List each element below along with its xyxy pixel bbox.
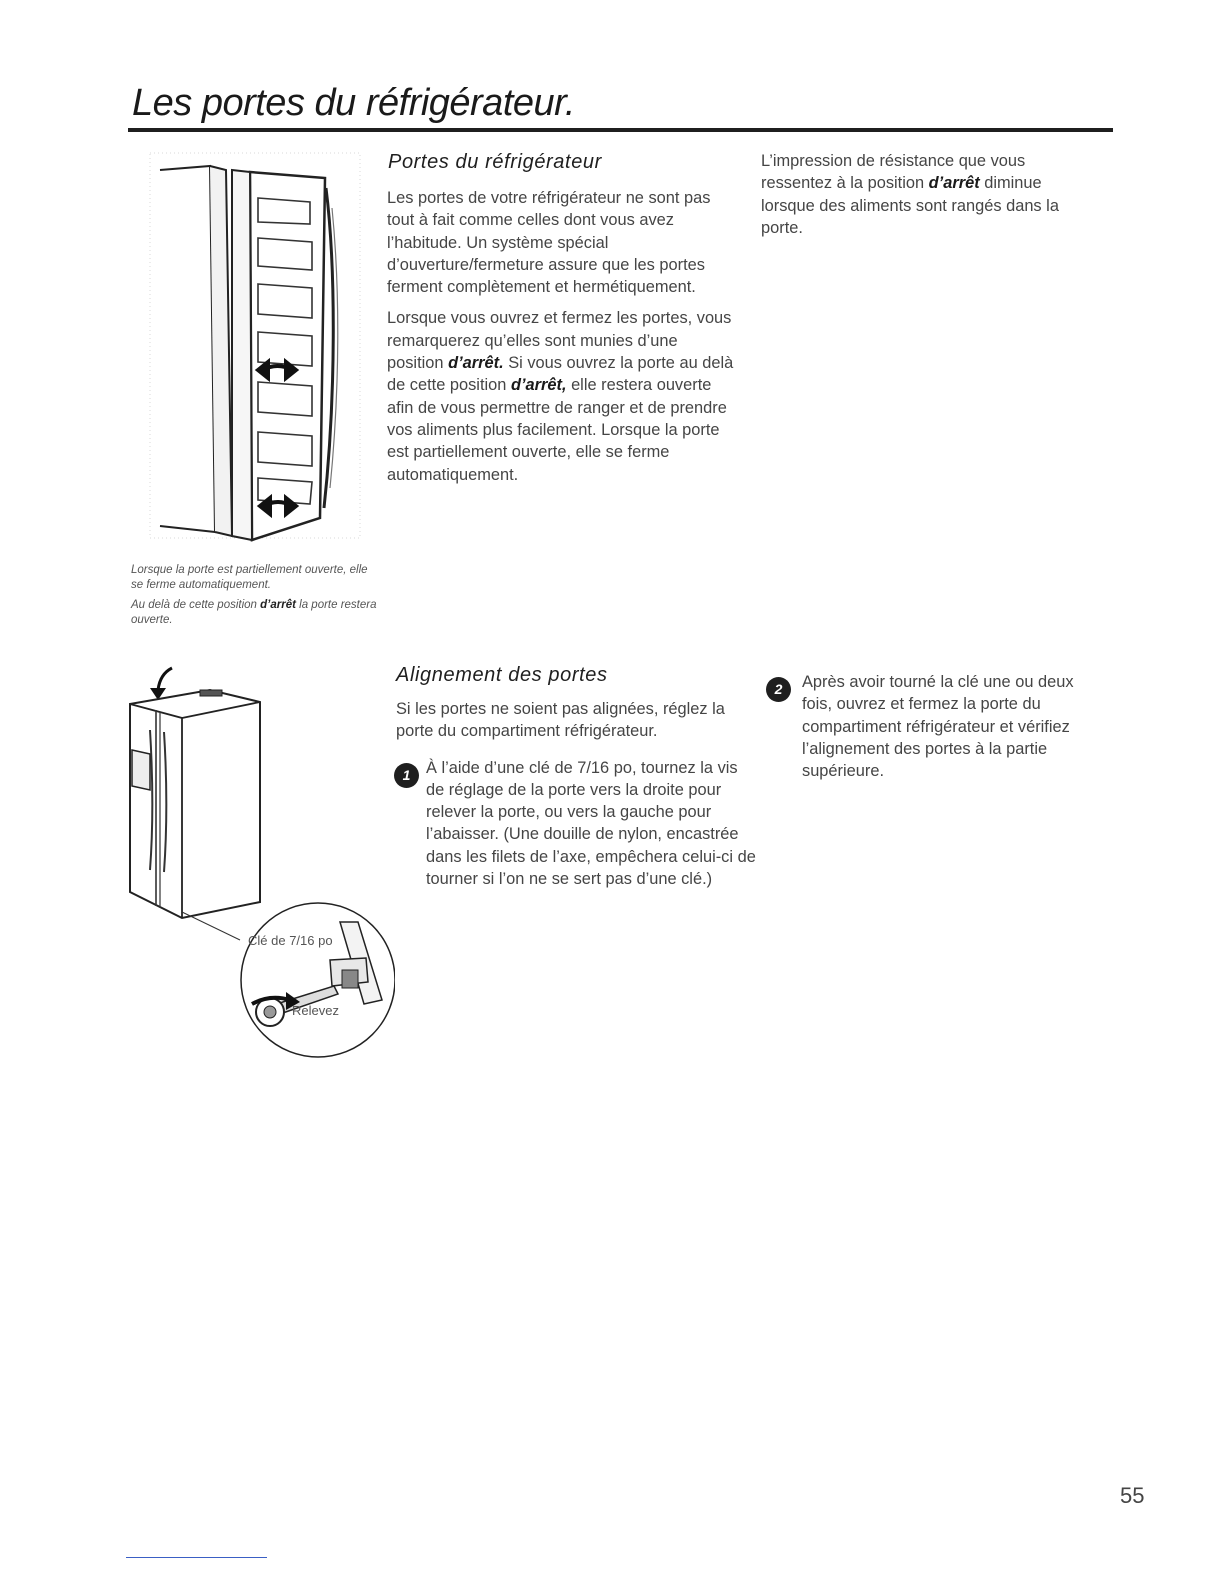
door-captions bbox=[131, 563, 381, 633]
footer-rule bbox=[126, 1557, 267, 1558]
caption-stop-position: Au delà de cette position d’arrêt la porte restera ouverte. bbox=[131, 599, 377, 626]
alignment-intro: Si les portes ne soient pas alignées, réglez la porte du compartiment réfrigérateur. bbox=[396, 700, 725, 741]
doors-para-3: L’impression de résistance que vous ressentez à la position d’arrêt diminue lorsque des aliments sont rangés dans la porte. bbox=[761, 152, 1059, 237]
alignment-step-2 bbox=[766, 671, 1096, 782]
doors-para-1: Les portes de votre réfrigérateur ne sont pas tout à fait comme celles dont vous avez l’habitude. Un système spécial d’ouverture/fermeture assure que les portes ferment complètement et hermétiquement. bbox=[387, 189, 711, 297]
doors-resistance-column bbox=[761, 150, 1066, 248]
alignment-right-column bbox=[766, 671, 1096, 791]
doors-para-2: Lorsque vous ouvrez et fermez les portes, vous remarquerez qu’elles sont munies d’une position d’arrêt. Si vous ouvrez la porte au delà de cette position d’arrêt, elle restera ouverte afin de vous permettre de ranger et de prendre vos aliments plus facilement. Lorsque la porte est partiellement ouverte, elle se ferme automatiquement. bbox=[387, 309, 734, 484]
step-2-text: Après avoir tourné la clé une ou deux fois, ouvrez et fermez la porte du compartiment réfrigérateur et vérifiez l’alignement des portes à la partie supérieure. bbox=[802, 673, 1074, 781]
alignment-body-column bbox=[396, 698, 756, 899]
title-rule bbox=[128, 128, 1113, 132]
label-wrench-size: Clé de 7/16 po bbox=[248, 933, 333, 948]
section-heading-doors: Portes du réfrigérateur bbox=[388, 151, 602, 173]
section-heading-alignment: Alignement des portes bbox=[396, 664, 608, 686]
page-number: 55 bbox=[1120, 1483, 1145, 1508]
label-raise: Relevez bbox=[292, 1003, 339, 1018]
refrigerator-door-illustration bbox=[140, 148, 365, 546]
step-1-badge-icon: 1 bbox=[394, 763, 419, 788]
doors-body-column bbox=[387, 187, 737, 495]
step-2-badge-icon: 2 bbox=[766, 677, 791, 702]
alignment-step-1 bbox=[394, 757, 756, 891]
caption-partially-open: Lorsque la porte est partiellement ouverte, elle se ferme automatiquement. bbox=[131, 564, 368, 591]
step-1-text: À l’aide d’une clé de 7/16 po, tournez la vis de réglage de la porte vers la droite pour relever la porte, ou vers la gauche pour l’abaisser. (Une douille de nylon, encastrée dans les filets de l’axe, empêchera celui-ci de tourner si l’on ne se sert pas d’une clé.) bbox=[426, 758, 756, 889]
page-title: Les portes du réfrigérateur. bbox=[132, 82, 575, 124]
refrigerator-hinge-illustration bbox=[120, 660, 395, 1060]
